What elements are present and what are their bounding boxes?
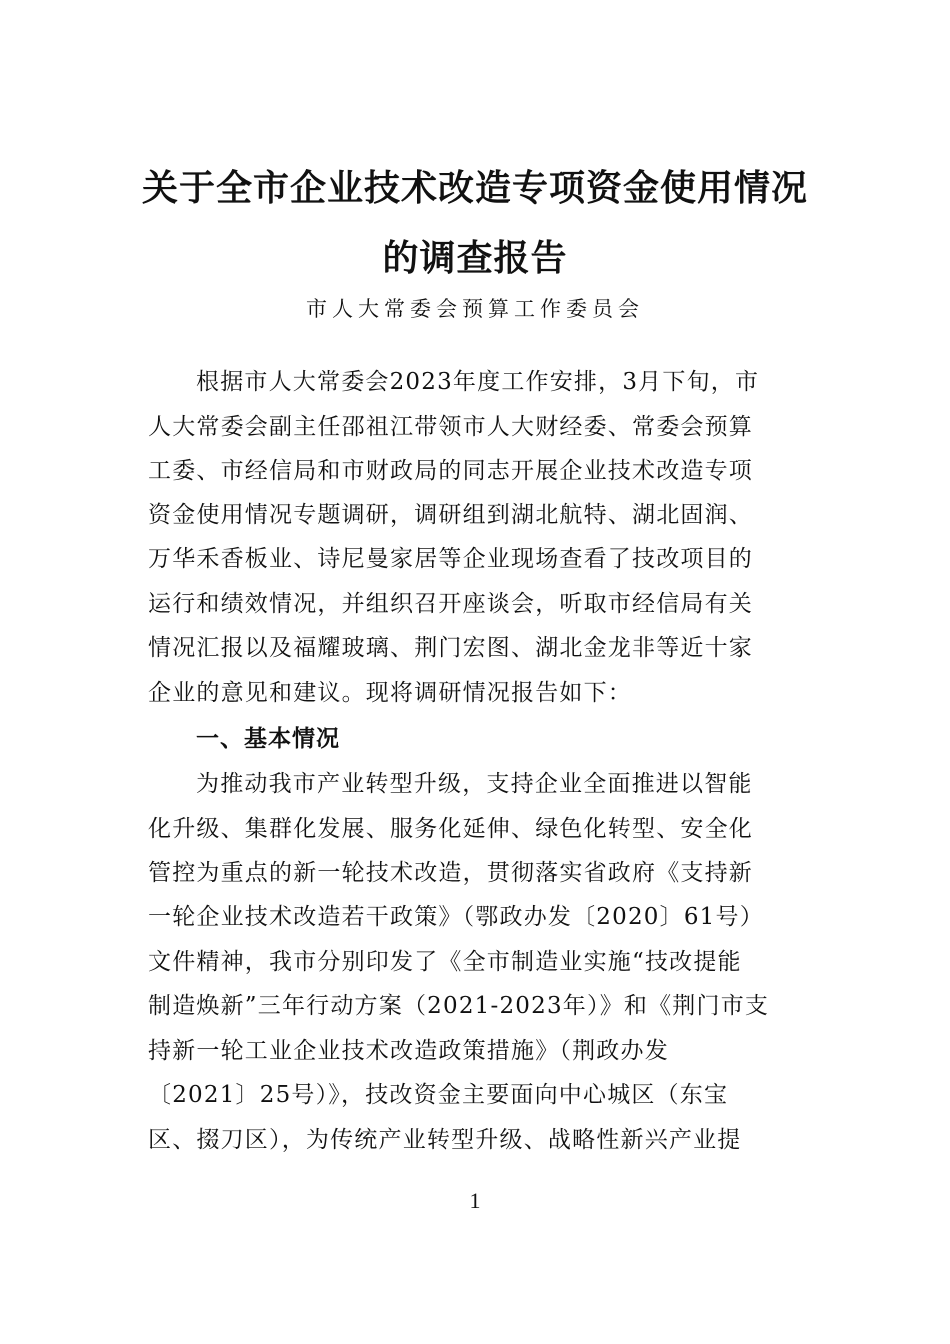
document-title-line-2: 的调查报告 [382,237,568,279]
paragraph-line: 根据市人大常委会2023年度工作安排，3月下旬，市 [196,369,760,395]
paragraph-line: 文件精神，我市分别印发了《全市制造业实施“技改提能 [148,949,742,975]
section-heading: 一、基本情况 [196,726,340,752]
paragraph-line: 运行和绩效情况，并组织召开座谈会，听取市经信局有关 [148,591,753,617]
paragraph-line: 化升级、集群化发展、服务化延伸、绿色化转型、安全化 [148,816,753,842]
paragraph-line: 为推动我市产业转型升级，支持企业全面推进以智能 [196,771,753,797]
paragraph-line: 管控为重点的新一轮技术改造，贯彻落实省政府《支持新 [148,860,753,886]
page-number: 1 [469,1188,481,1213]
paragraph-line: 工委、市经信局和市财政局的同志开展企业技术改造专项 [148,458,753,484]
paragraph-line: 一轮企业技术改造若干政策》（鄂政办发〔2020〕61号） [148,904,764,930]
paragraph-line: 情况汇报以及福耀玻璃、荆门宏图、湖北金龙非等近十家 [148,635,753,661]
paragraph-line: 制造焕新”三年行动方案（2021-2023年）》和《荆门市支 [148,993,770,1019]
paragraph-line: 区、掇刀区），为传统产业转型升级、战略性新兴产业提 [148,1127,742,1153]
paragraph-line: 〔2021〕25号）》，技改资金主要面向中心城区（东宝 [148,1082,729,1108]
paragraph-line: 持新一轮工业企业技术改造政策措施》（荆政办发 [148,1038,669,1064]
paragraph-line: 资金使用情况专题调研，调研组到湖北航特、湖北固润、 [148,502,753,528]
document-title-line-1: 关于全市企业技术改造专项资金使用情况 [141,167,808,209]
paragraph-line: 企业的意见和建议。现将调研情况报告如下： [148,680,632,706]
paragraph-line: 人大常委会副主任邵祖江带领市人大财经委、常委会预算 [148,414,753,440]
paragraph-line: 万华禾香板业、诗尼曼家居等企业现场查看了技改项目的 [148,546,753,572]
document-author: 市人大常委会预算工作委员会 [306,297,644,321]
